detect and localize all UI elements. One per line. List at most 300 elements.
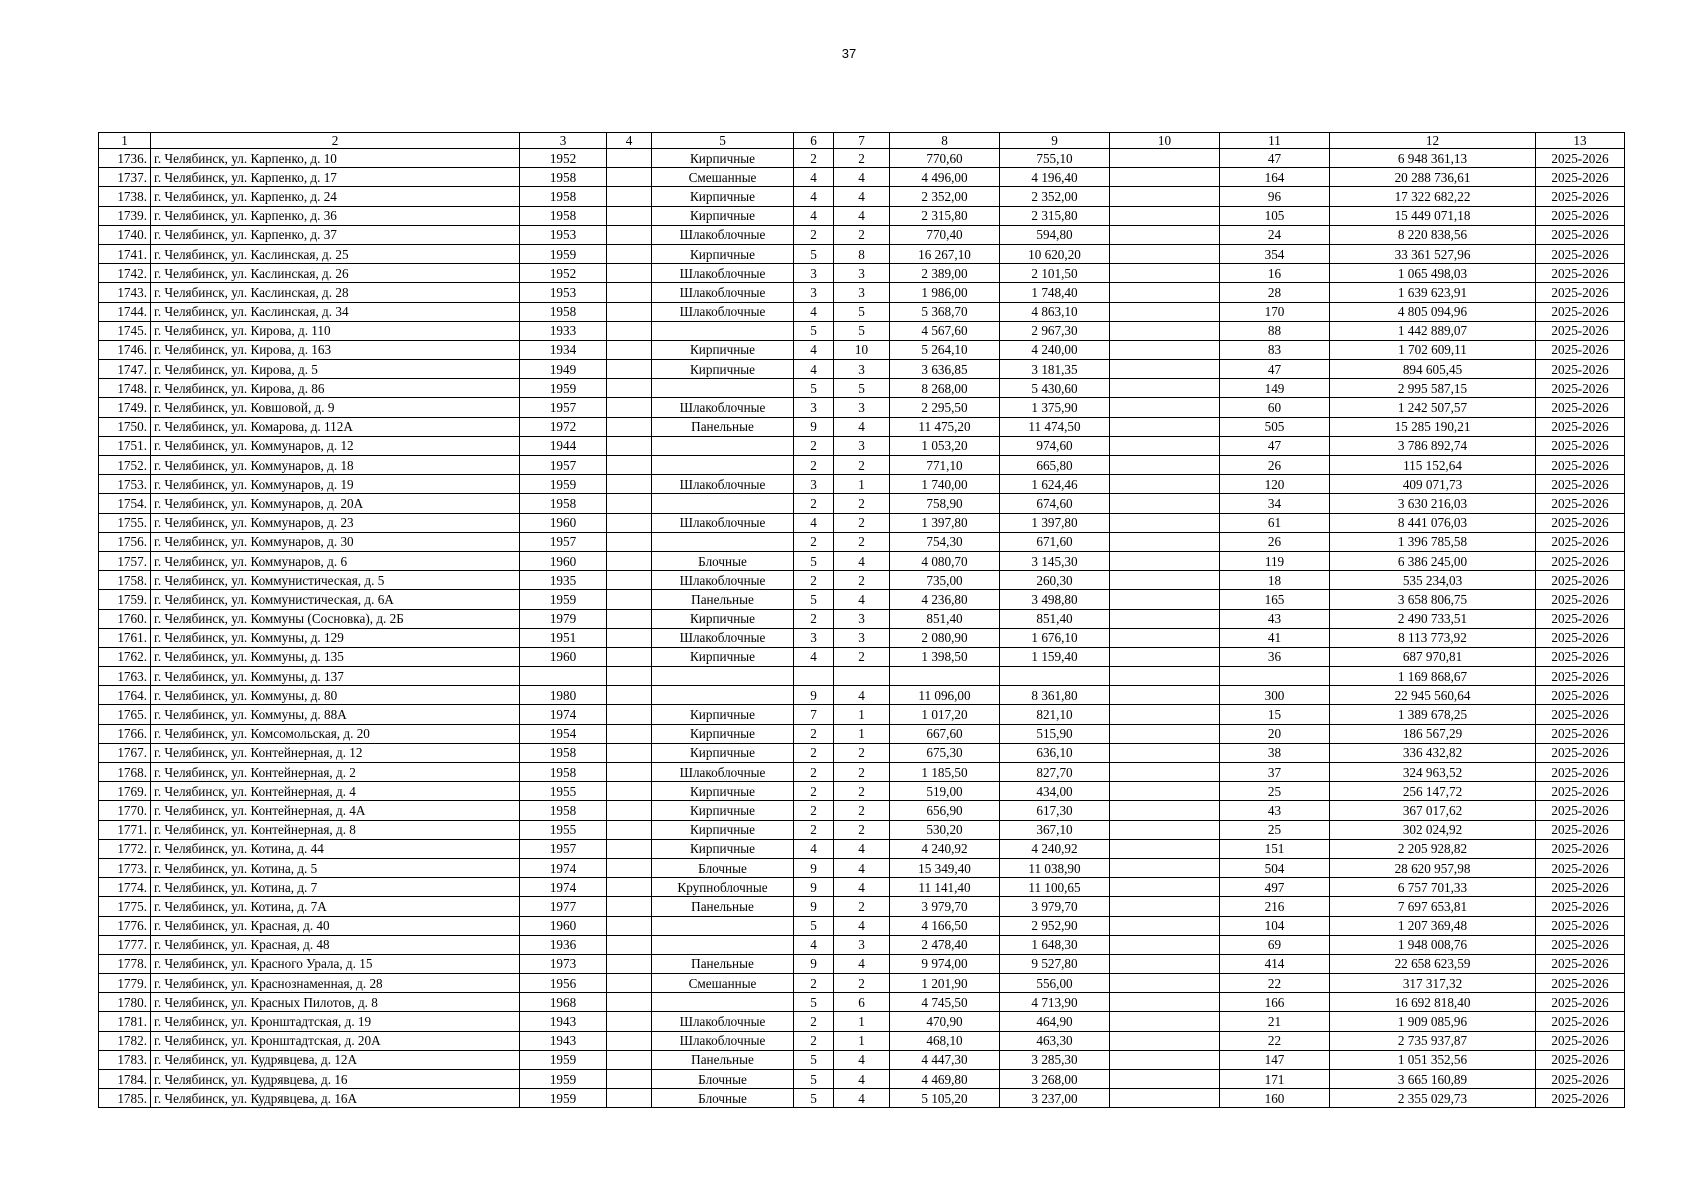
cell-living-area: 617,30: [1000, 801, 1110, 820]
cell-wall-material: Кирпичные: [652, 340, 794, 359]
cell-residents: 24: [1220, 225, 1330, 244]
cell-cost: 1 242 507,57: [1330, 398, 1536, 417]
cell-address: г. Челябинск, ул. Карпенко, д. 17: [151, 168, 520, 187]
cell-total-area: 3 979,70: [890, 897, 1000, 916]
cell-wall-material: Кирпичные: [652, 206, 794, 225]
cell-floors: 9: [794, 686, 834, 705]
cell-wall-material: Панельные: [652, 417, 794, 436]
cell-address: г. Челябинск, ул. Коммуны, д. 137: [151, 667, 520, 686]
cell-build-year: 1958: [520, 302, 607, 321]
cell-floors: 2: [794, 743, 834, 762]
cell-col-10: [1110, 609, 1220, 628]
cell-residents: 20: [1220, 724, 1330, 743]
cell-row-number: 1736.: [99, 149, 151, 168]
cell-cost: 8 220 838,56: [1330, 225, 1536, 244]
table-row: [99, 820, 1625, 839]
cell-col-4: [607, 858, 652, 877]
cell-total-area: 770,60: [890, 149, 1000, 168]
cell-build-year: 1954: [520, 724, 607, 743]
cell-build-year: 1959: [520, 475, 607, 494]
cell-living-area: 4 240,00: [1000, 340, 1110, 359]
cell-entrances: 2: [834, 513, 890, 532]
cell-wall-material: Кирпичные: [652, 705, 794, 724]
cell-wall-material: [652, 436, 794, 455]
cell-total-area: 1 053,20: [890, 436, 1000, 455]
cell-entrances: 4: [834, 551, 890, 570]
cell-living-area: 594,80: [1000, 225, 1110, 244]
cell-floors: 2: [794, 724, 834, 743]
cell-row-number: 1745.: [99, 321, 151, 340]
cell-build-year: 1957: [520, 839, 607, 858]
cell-period: 2025-2026: [1536, 340, 1625, 359]
cell-row-number: 1772.: [99, 839, 151, 858]
cell-entrances: 2: [834, 743, 890, 762]
cell-col-4: [607, 801, 652, 820]
cell-floors: 2: [794, 532, 834, 551]
cell-row-number: 1752.: [99, 456, 151, 475]
cell-wall-material: Смешанные: [652, 168, 794, 187]
cell-address: г. Челябинск, ул. Коммунаров, д. 19: [151, 475, 520, 494]
cell-row-number: 1771.: [99, 820, 151, 839]
cell-col-4: [607, 974, 652, 993]
cell-address: г. Челябинск, ул. Коммунаров, д. 23: [151, 513, 520, 532]
page-number: 37: [841, 46, 857, 61]
cell-col-10: [1110, 801, 1220, 820]
cell-period: 2025-2026: [1536, 743, 1625, 762]
cell-floors: 4: [794, 513, 834, 532]
cell-living-area: 821,10: [1000, 705, 1110, 724]
cell-wall-material: Блочные: [652, 858, 794, 877]
cell-entrances: 3: [834, 628, 890, 647]
cell-cost: 16 692 818,40: [1330, 993, 1536, 1012]
cell-col-4: [607, 456, 652, 475]
cell-cost: 409 071,73: [1330, 475, 1536, 494]
cell-total-area: 2 352,00: [890, 187, 1000, 206]
cell-wall-material: Блочные: [652, 551, 794, 570]
cell-col-10: [1110, 244, 1220, 263]
cell-entrances: 2: [834, 820, 890, 839]
cell-wall-material: Шлакоблочные: [652, 264, 794, 283]
cell-wall-material: Шлакоблочные: [652, 628, 794, 647]
cell-cost: 2 355 029,73: [1330, 1089, 1536, 1108]
cell-wall-material: Кирпичные: [652, 782, 794, 801]
cell-col-4: [607, 993, 652, 1012]
cell-floors: 9: [794, 858, 834, 877]
cell-build-year: 1974: [520, 878, 607, 897]
table-row: [99, 878, 1625, 897]
cell-floors: 5: [794, 1070, 834, 1089]
cell-entrances: 1: [834, 705, 890, 724]
cell-period: 2025-2026: [1536, 283, 1625, 302]
cell-wall-material: Кирпичные: [652, 360, 794, 379]
table-row: [99, 283, 1625, 302]
cell-wall-material: [652, 686, 794, 705]
cell-row-number: 1749.: [99, 398, 151, 417]
cell-build-year: 1956: [520, 974, 607, 993]
cell-col-10: [1110, 897, 1220, 916]
cell-total-area: 3 636,85: [890, 360, 1000, 379]
cell-build-year: 1957: [520, 532, 607, 551]
cell-row-number: 1739.: [99, 206, 151, 225]
cell-entrances: 4: [834, 1089, 890, 1108]
cell-row-number: 1762.: [99, 647, 151, 666]
cell-total-area: 1 017,20: [890, 705, 1000, 724]
cell-col-10: [1110, 149, 1220, 168]
cell-address: г. Челябинск, ул. Каслинская, д. 25: [151, 244, 520, 263]
cell-build-year: 1973: [520, 954, 607, 973]
table-row: [99, 667, 1625, 686]
cell-col-4: [607, 417, 652, 436]
cell-residents: 21: [1220, 1012, 1330, 1031]
cell-living-area: 3 498,80: [1000, 590, 1110, 609]
cell-col-4: [607, 609, 652, 628]
cell-floors: 4: [794, 839, 834, 858]
cell-living-area: 5 430,60: [1000, 379, 1110, 398]
cell-wall-material: Кирпичные: [652, 839, 794, 858]
cell-entrances: 4: [834, 916, 890, 935]
cell-entrances: 4: [834, 417, 890, 436]
cell-build-year: 1959: [520, 244, 607, 263]
cell-living-area: 3 237,00: [1000, 1089, 1110, 1108]
cell-period: 2025-2026: [1536, 532, 1625, 551]
cell-entrances: 2: [834, 801, 890, 820]
cell-wall-material: Кирпичные: [652, 801, 794, 820]
cell-living-area: 1 397,80: [1000, 513, 1110, 532]
table-row: [99, 609, 1625, 628]
column-header-5: 5: [652, 133, 794, 149]
cell-build-year: 1959: [520, 1089, 607, 1108]
cell-living-area: 3 181,35: [1000, 360, 1110, 379]
cell-period: 2025-2026: [1536, 417, 1625, 436]
header-row: [99, 133, 1625, 149]
cell-entrances: 1: [834, 1031, 890, 1050]
cell-living-area: 2 952,90: [1000, 916, 1110, 935]
cell-floors: 2: [794, 225, 834, 244]
cell-entrances: 2: [834, 149, 890, 168]
cell-row-number: 1756.: [99, 532, 151, 551]
cell-period: 2025-2026: [1536, 820, 1625, 839]
cell-col-4: [607, 935, 652, 954]
table-row: [99, 475, 1625, 494]
cell-total-area: 770,40: [890, 225, 1000, 244]
cell-address: г. Челябинск, ул. Коммунаров, д. 20А: [151, 494, 520, 513]
cell-wall-material: Панельные: [652, 954, 794, 973]
cell-col-4: [607, 820, 652, 839]
cell-col-10: [1110, 782, 1220, 801]
cell-wall-material: Кирпичные: [652, 187, 794, 206]
cell-address: г. Челябинск, ул. Красного Урала, д. 15: [151, 954, 520, 973]
cell-total-area: 656,90: [890, 801, 1000, 820]
cell-wall-material: Блочные: [652, 1089, 794, 1108]
cell-period: 2025-2026: [1536, 225, 1625, 244]
cell-build-year: 1944: [520, 436, 607, 455]
cell-period: 2025-2026: [1536, 571, 1625, 590]
cell-row-number: 1773.: [99, 858, 151, 877]
cell-col-10: [1110, 993, 1220, 1012]
cell-living-area: 11 474,50: [1000, 417, 1110, 436]
cell-residents: 47: [1220, 149, 1330, 168]
cell-build-year: 1935: [520, 571, 607, 590]
cell-col-4: [607, 1070, 652, 1089]
cell-col-10: [1110, 360, 1220, 379]
cell-period: 2025-2026: [1536, 667, 1625, 686]
cell-floors: 3: [794, 283, 834, 302]
cell-total-area: 1 201,90: [890, 974, 1000, 993]
cell-col-10: [1110, 436, 1220, 455]
cell-floors: 3: [794, 475, 834, 494]
cell-col-4: [607, 283, 652, 302]
cell-build-year: 1951: [520, 628, 607, 647]
cell-entrances: 2: [834, 532, 890, 551]
cell-floors: 4: [794, 360, 834, 379]
table-row: [99, 436, 1625, 455]
cell-total-area: 2 478,40: [890, 935, 1000, 954]
cell-build-year: 1974: [520, 858, 607, 877]
cell-cost: 28 620 957,98: [1330, 858, 1536, 877]
cell-entrances: 8: [834, 244, 890, 263]
cell-row-number: 1741.: [99, 244, 151, 263]
cell-period: 2025-2026: [1536, 609, 1625, 628]
cell-address: г. Челябинск, ул. Коммуны (Сосновка), д. 2Б: [151, 609, 520, 628]
cell-residents: 28: [1220, 283, 1330, 302]
cell-floors: 4: [794, 187, 834, 206]
cell-floors: 5: [794, 551, 834, 570]
cell-col-10: [1110, 513, 1220, 532]
cell-floors: 2: [794, 1012, 834, 1031]
cell-col-10: [1110, 283, 1220, 302]
cell-col-10: [1110, 264, 1220, 283]
cell-residents: 166: [1220, 993, 1330, 1012]
cell-wall-material: Шлакоблочные: [652, 398, 794, 417]
cell-entrances: 5: [834, 302, 890, 321]
cell-address: г. Челябинск, ул. Коммунаров, д. 12: [151, 436, 520, 455]
cell-col-4: [607, 244, 652, 263]
cell-floors: 5: [794, 916, 834, 935]
cell-period: 2025-2026: [1536, 590, 1625, 609]
cell-period: 2025-2026: [1536, 801, 1625, 820]
cell-total-area: 2 080,90: [890, 628, 1000, 647]
cell-residents: 26: [1220, 532, 1330, 551]
cell-col-4: [607, 571, 652, 590]
cell-total-area: 4 496,00: [890, 168, 1000, 187]
table-row: [99, 149, 1625, 168]
cell-wall-material: Кирпичные: [652, 244, 794, 263]
cell-cost: 33 361 527,96: [1330, 244, 1536, 263]
cell-wall-material: [652, 916, 794, 935]
cell-wall-material: [652, 321, 794, 340]
cell-period: 2025-2026: [1536, 379, 1625, 398]
cell-living-area: 463,30: [1000, 1031, 1110, 1050]
cell-row-number: 1737.: [99, 168, 151, 187]
cell-floors: 9: [794, 417, 834, 436]
table-row: [99, 264, 1625, 283]
cell-cost: 336 432,82: [1330, 743, 1536, 762]
cell-residents: 38: [1220, 743, 1330, 762]
column-header-6: 6: [794, 133, 834, 149]
cell-residents: 354: [1220, 244, 1330, 263]
cell-period: 2025-2026: [1536, 168, 1625, 187]
cell-floors: 2: [794, 149, 834, 168]
table-row: [99, 743, 1625, 762]
cell-address: г. Челябинск, ул. Коммунаров, д. 6: [151, 551, 520, 570]
cell-address: г. Челябинск, ул. Контейнерная, д. 8: [151, 820, 520, 839]
cell-residents: 414: [1220, 954, 1330, 973]
cell-total-area: 771,10: [890, 456, 1000, 475]
cell-total-area: 851,40: [890, 609, 1000, 628]
cell-period: 2025-2026: [1536, 513, 1625, 532]
cell-wall-material: Кирпичные: [652, 743, 794, 762]
cell-living-area: 1 748,40: [1000, 283, 1110, 302]
cell-living-area: 3 979,70: [1000, 897, 1110, 916]
cell-total-area: 4 080,70: [890, 551, 1000, 570]
cell-col-10: [1110, 456, 1220, 475]
cell-row-number: 1765.: [99, 705, 151, 724]
column-header-10: 10: [1110, 133, 1220, 149]
cell-address: г. Челябинск, ул. Красных Пилотов, д. 8: [151, 993, 520, 1012]
cell-col-4: [607, 782, 652, 801]
cell-period: 2025-2026: [1536, 897, 1625, 916]
cell-build-year: 1960: [520, 647, 607, 666]
cell-living-area: 10 620,20: [1000, 244, 1110, 263]
cell-floors: 9: [794, 954, 834, 973]
cell-col-10: [1110, 206, 1220, 225]
cell-address: г. Челябинск, ул. Кирова, д. 86: [151, 379, 520, 398]
cell-floors: 4: [794, 206, 834, 225]
cell-entrances: 3: [834, 264, 890, 283]
cell-total-area: 675,30: [890, 743, 1000, 762]
cell-row-number: 1780.: [99, 993, 151, 1012]
cell-cost: 3 665 160,89: [1330, 1070, 1536, 1089]
cell-col-4: [607, 743, 652, 762]
cell-row-number: 1764.: [99, 686, 151, 705]
cell-address: г. Челябинск, ул. Контейнерная, д. 12: [151, 743, 520, 762]
cell-build-year: 1957: [520, 398, 607, 417]
cell-period: 2025-2026: [1536, 244, 1625, 263]
cell-living-area: 260,30: [1000, 571, 1110, 590]
cell-living-area: 4 863,10: [1000, 302, 1110, 321]
cell-cost: 15 285 190,21: [1330, 417, 1536, 436]
cell-living-area: 851,40: [1000, 609, 1110, 628]
cell-build-year: 1936: [520, 935, 607, 954]
cell-wall-material: Шлакоблочные: [652, 763, 794, 782]
cell-period: 2025-2026: [1536, 149, 1625, 168]
cell-build-year: 1949: [520, 360, 607, 379]
cell-cost: 1 948 008,76: [1330, 935, 1536, 954]
cell-residents: 497: [1220, 878, 1330, 897]
table-row: [99, 456, 1625, 475]
table-row: [99, 686, 1625, 705]
cell-residents: 43: [1220, 801, 1330, 820]
cell-col-4: [607, 264, 652, 283]
cell-address: г. Челябинск, ул. Карпенко, д. 37: [151, 225, 520, 244]
cell-wall-material: Кирпичные: [652, 149, 794, 168]
cell-build-year: 1960: [520, 916, 607, 935]
cell-residents: 69: [1220, 935, 1330, 954]
table-row: [99, 187, 1625, 206]
cell-total-area: 2 295,50: [890, 398, 1000, 417]
cell-address: г. Челябинск, ул. Каслинская, д. 34: [151, 302, 520, 321]
cell-total-area: 4 166,50: [890, 916, 1000, 935]
cell-build-year: 1977: [520, 897, 607, 916]
cell-cost: 1 909 085,96: [1330, 1012, 1536, 1031]
cell-period: 2025-2026: [1536, 187, 1625, 206]
cell-build-year: 1960: [520, 551, 607, 570]
cell-residents: 37: [1220, 763, 1330, 782]
cell-col-4: [607, 225, 652, 244]
cell-period: 2025-2026: [1536, 360, 1625, 379]
cell-residents: 47: [1220, 360, 1330, 379]
cell-total-area: 11 141,40: [890, 878, 1000, 897]
cell-entrances: 4: [834, 686, 890, 705]
cell-living-area: 1 624,46: [1000, 475, 1110, 494]
cell-row-number: 1742.: [99, 264, 151, 283]
cell-row-number: 1783.: [99, 1050, 151, 1069]
cell-wall-material: Шлакоблочные: [652, 225, 794, 244]
column-header-9: 9: [1000, 133, 1110, 149]
cell-total-area: 1 986,00: [890, 283, 1000, 302]
cell-col-4: [607, 705, 652, 724]
cell-col-4: [607, 149, 652, 168]
cell-living-area: 2 315,80: [1000, 206, 1110, 225]
cell-floors: 2: [794, 456, 834, 475]
cell-total-area: 4 236,80: [890, 590, 1000, 609]
cell-col-10: [1110, 302, 1220, 321]
cell-entrances: 10: [834, 340, 890, 359]
cell-address: г. Челябинск, ул. Коммуны, д. 129: [151, 628, 520, 647]
cell-build-year: 1959: [520, 590, 607, 609]
cell-wall-material: Крупноблочные: [652, 878, 794, 897]
column-header-7: 7: [834, 133, 890, 149]
cell-row-number: 1775.: [99, 897, 151, 916]
cell-residents: 18: [1220, 571, 1330, 590]
cell-col-4: [607, 206, 652, 225]
cell-build-year: 1974: [520, 705, 607, 724]
cell-residents: 119: [1220, 551, 1330, 570]
cell-entrances: 4: [834, 954, 890, 973]
cell-floors: 2: [794, 571, 834, 590]
cell-period: 2025-2026: [1536, 302, 1625, 321]
cell-build-year: 1980: [520, 686, 607, 705]
cell-cost: 7 697 653,81: [1330, 897, 1536, 916]
cell-entrances: 4: [834, 206, 890, 225]
cell-residents: 216: [1220, 897, 1330, 916]
cell-build-year: 1933: [520, 321, 607, 340]
cell-build-year: [520, 667, 607, 686]
cell-col-10: [1110, 379, 1220, 398]
cell-floors: 2: [794, 494, 834, 513]
cell-floors: 2: [794, 782, 834, 801]
cell-cost: 1 389 678,25: [1330, 705, 1536, 724]
cell-row-number: 1758.: [99, 571, 151, 590]
cell-total-area: 11 096,00: [890, 686, 1000, 705]
cell-floors: 7: [794, 705, 834, 724]
cell-entrances: 4: [834, 187, 890, 206]
cell-living-area: 2 352,00: [1000, 187, 1110, 206]
table-row: [99, 628, 1625, 647]
cell-col-10: [1110, 763, 1220, 782]
cell-floors: 2: [794, 436, 834, 455]
cell-cost: 1 702 609,11: [1330, 340, 1536, 359]
cell-row-number: 1747.: [99, 360, 151, 379]
cell-wall-material: Шлакоблочные: [652, 1012, 794, 1031]
cell-floors: 4: [794, 647, 834, 666]
cell-build-year: 1968: [520, 993, 607, 1012]
cell-col-10: [1110, 1031, 1220, 1050]
cell-cost: 2 490 733,51: [1330, 609, 1536, 628]
cell-residents: 149: [1220, 379, 1330, 398]
cell-address: г. Челябинск, ул. Комарова, д. 112А: [151, 417, 520, 436]
cell-entrances: 4: [834, 1070, 890, 1089]
